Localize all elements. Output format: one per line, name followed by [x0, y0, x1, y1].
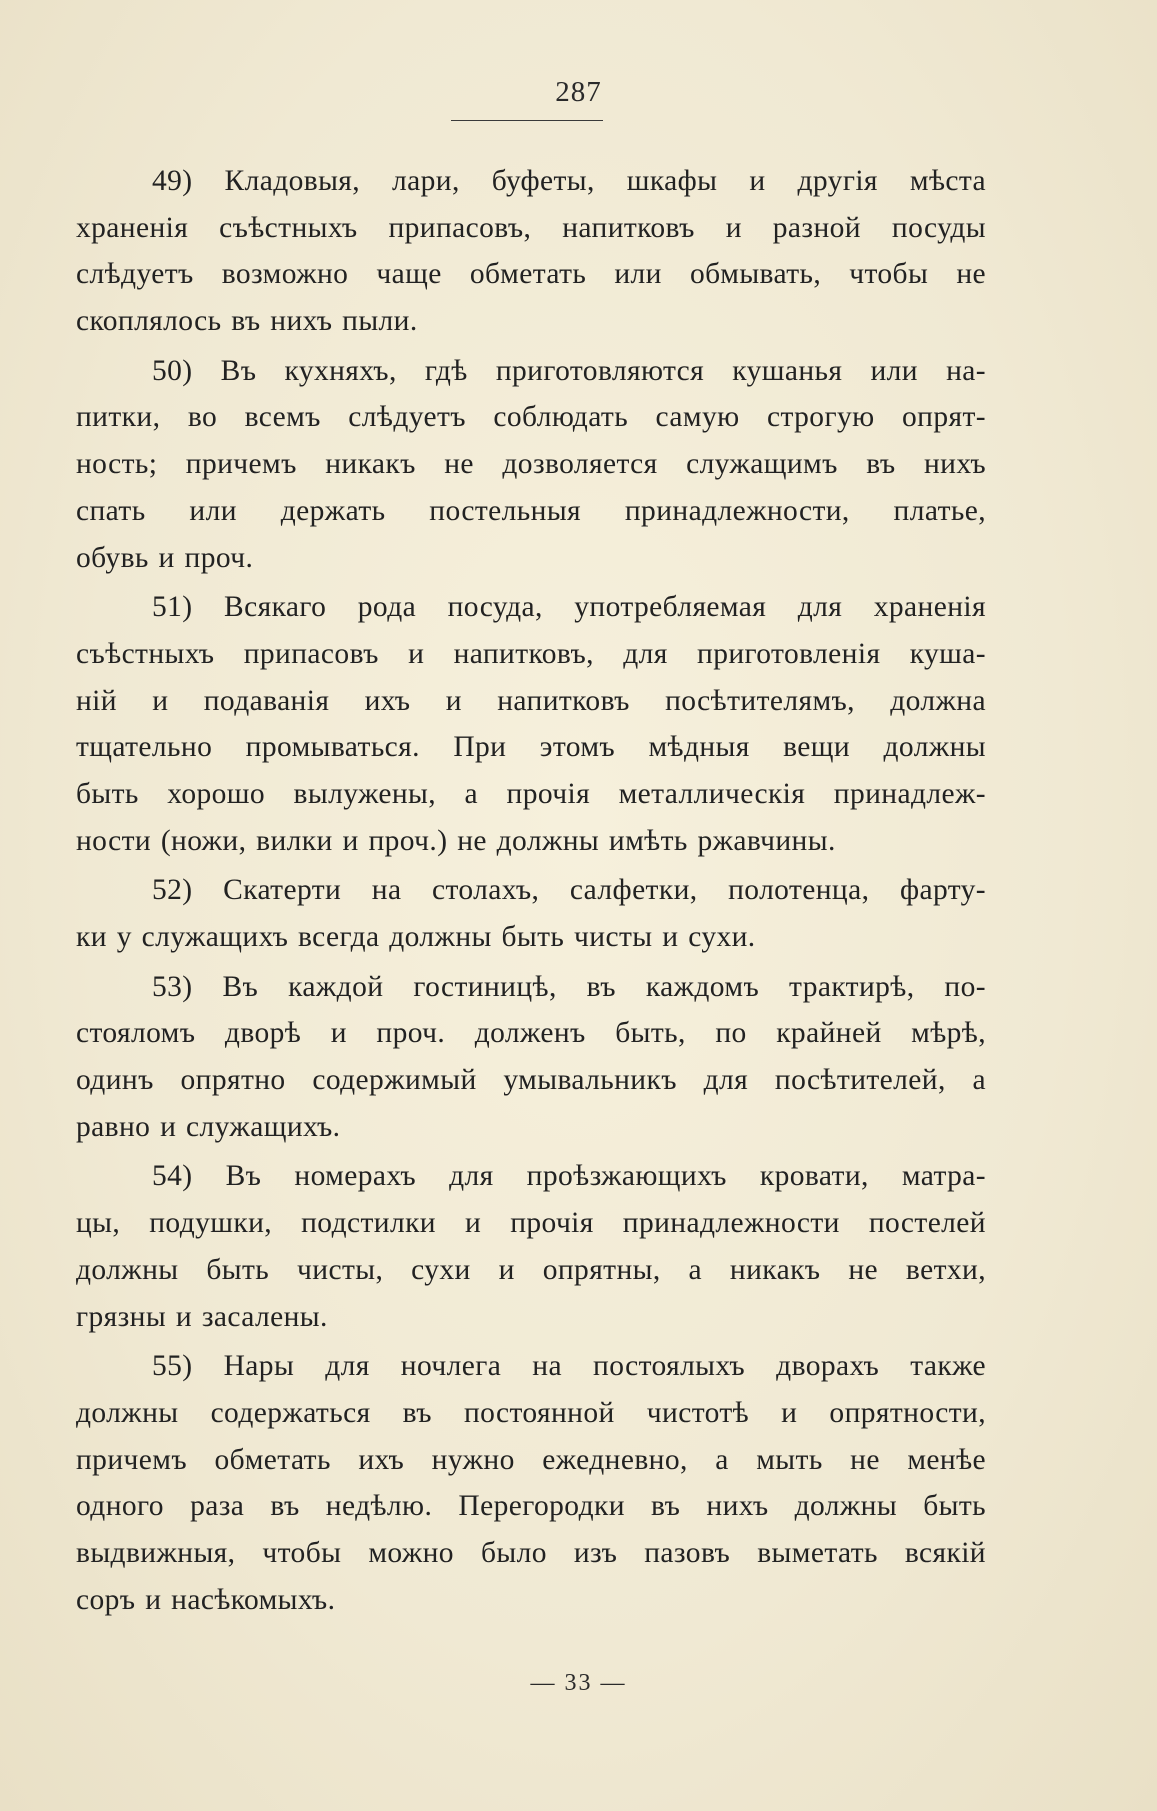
text-line: съѣстныхъ припасовъ и напитковъ, для приготовленія куша- — [76, 637, 986, 670]
text-body — [76, 158, 986, 1626]
paragraph-49 — [76, 158, 986, 345]
paragraph-54 — [76, 1153, 986, 1340]
text-line: причемъ обметать ихъ нужно ежедневно, а мыть не менѣе — [76, 1443, 986, 1476]
text-line: 54) Въ номерахъ для проѣзжающихъ кровати, матра- — [152, 1160, 986, 1193]
text-line: соръ и насѣкомыхъ. — [76, 1583, 336, 1616]
paragraph-52 — [76, 867, 986, 960]
page-number: 287 — [555, 76, 602, 108]
text-line: храненія съѣстныхъ припасовъ, напитковъ и разной посуды — [76, 211, 986, 244]
text-line: стояломъ дворѣ и проч. долженъ быть, по крайней мѣрѣ, — [76, 1017, 986, 1050]
text-line: одинъ опрятно содержимый умывальникъ для посѣтителей, а — [76, 1064, 986, 1097]
text-line: должны содержаться въ постоянной чистотѣ и опрятности, — [76, 1396, 986, 1429]
text-line: спать или держать постельныя принадлежности, платье, — [76, 494, 986, 527]
text-line: цы, подушки, подстилки и прочія принадлежности постелей — [76, 1207, 986, 1240]
text-line: 50) Въ кухняхъ, гдѣ приготовляются кушанья или на- — [152, 354, 986, 387]
text-line: ности (ножи, вилки и проч.) не должны имѣть ржавчины. — [76, 824, 836, 857]
paragraph-53 — [76, 964, 986, 1151]
text-line: грязны и засалены. — [76, 1300, 328, 1333]
text-line: 53) Въ каждой гостиницѣ, въ каждомъ трактирѣ, по- — [152, 970, 986, 1003]
text-line: ній и подаванія ихъ и напитковъ посѣтителямъ, должна — [76, 684, 986, 717]
paragraph-51 — [76, 584, 986, 864]
paragraph-50 — [76, 348, 986, 581]
text-line: скоплялось въ нихъ пыли. — [76, 305, 418, 338]
text-line: тщательно промываться. При этомъ мѣдныя вещи должны — [76, 731, 986, 764]
text-line: 52) Скатерти на столахъ, салфетки, полотенца, фарту- — [152, 874, 986, 907]
text-line: 55) Нары для ночлега на постоялыхъ дворахъ также — [152, 1350, 986, 1383]
text-line: обувь и проч. — [76, 541, 254, 574]
signature-mark: — 33 — — [530, 1670, 627, 1696]
text-line: 49) Кладовыя, лари, буфеты, шкафы и другія мѣста — [152, 165, 986, 197]
text-line: одного раза въ недѣлю. Перегородки въ нихъ должны быть — [76, 1490, 986, 1523]
text-line: ность; причемъ никакъ не дозволяется служащимъ въ нихъ — [76, 448, 986, 481]
text-line: слѣдуетъ возможно чаще обметать или обмывать, чтобы не — [76, 258, 986, 291]
header-rule — [451, 120, 603, 121]
text-line: ки у служащихъ всегда должны быть чисты и сухи. — [76, 921, 756, 953]
text-line: выдвижныя, чтобы можно было изъ пазовъ выметать всякій — [76, 1536, 986, 1569]
text-line: должны быть чисты, сухи и опрятны, а никакъ не ветхи, — [76, 1253, 986, 1286]
text-line: быть хорошо вылужены, а прочія металлическія принадлеж- — [76, 777, 986, 810]
paragraph-55 — [76, 1343, 986, 1623]
text-line: питки, во всемъ слѣдуетъ соблюдать самую строгую опрят- — [76, 401, 986, 434]
text-line: равно и служащихъ. — [76, 1110, 341, 1143]
text-line: 51) Всякаго рода посуда, употребляемая для храненія — [152, 591, 986, 624]
